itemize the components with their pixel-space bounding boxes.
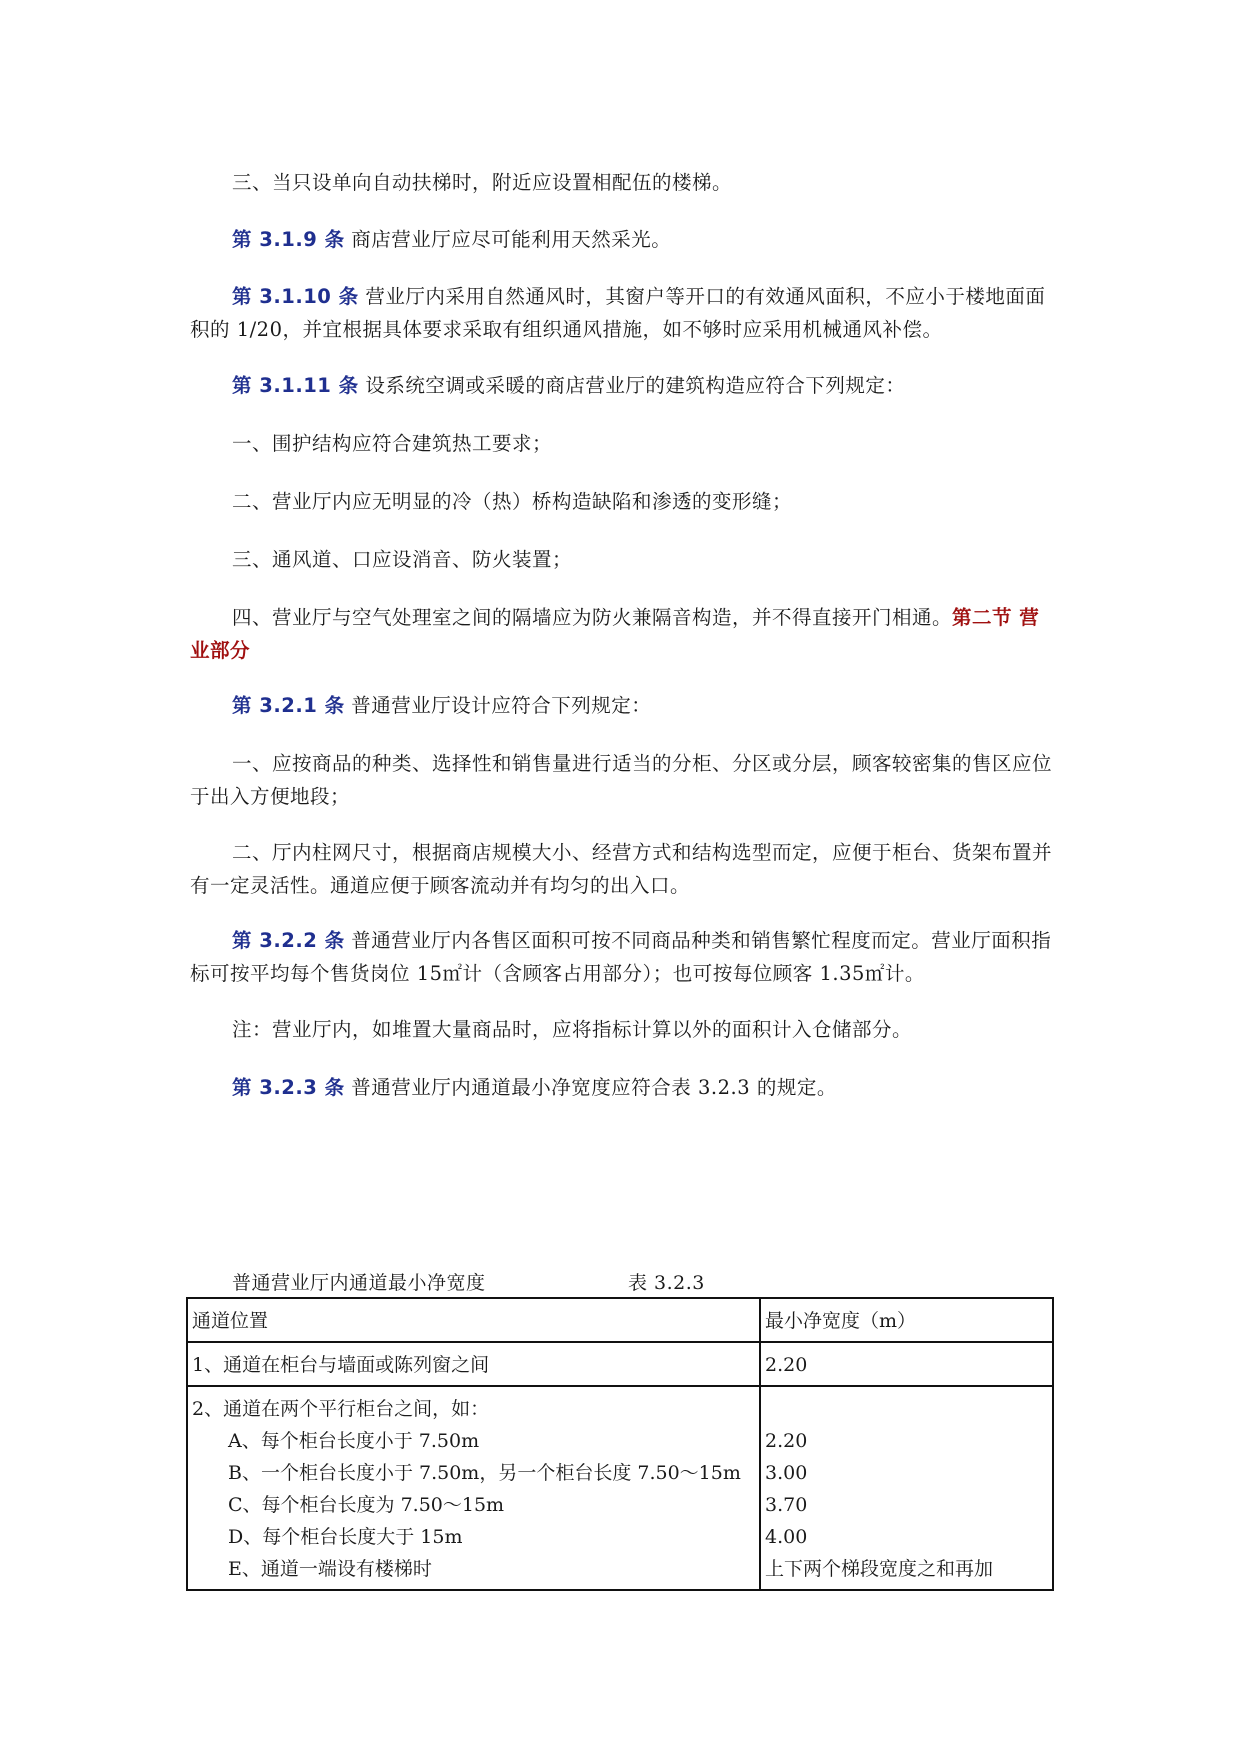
paragraph <box>190 485 1058 518</box>
paragraph <box>190 1013 1058 1046</box>
sub-value: 上下两个梯段宽度之和再加 <box>765 1558 994 1580</box>
paragraph-text: 商店营业厅应尽可能利用天然采光。 <box>344 228 672 251</box>
paragraph <box>190 223 1058 256</box>
sub-value: 3.70 <box>765 1494 808 1516</box>
paragraph <box>190 689 1058 722</box>
table-row <box>187 1386 1053 1590</box>
spec-table <box>186 1297 1054 1591</box>
article-number: 第 3.2.1 条 <box>232 694 345 717</box>
article-number: 第 3.2.2 条 <box>232 929 345 952</box>
section-heading: 第二节 营业部分 <box>190 606 1040 662</box>
paragraph <box>190 280 1058 346</box>
header-cell: 通道位置 <box>187 1298 760 1342</box>
sub-value: 3.00 <box>765 1462 808 1484</box>
table-cell: 1、通道在柜台与墙面或陈列窗之间 <box>187 1342 760 1386</box>
paragraph-text: 普通营业厅内通道最小净宽度应符合表 3.2.3 的规定。 <box>344 1076 837 1099</box>
paragraph-text: 四、营业厅与空气处理室之间的隔墙应为防火兼隔音构造，并不得直接开门相通。 <box>232 606 953 629</box>
article-number: 第 3.1.11 条 <box>232 374 359 397</box>
paragraph-text: 设系统空调或采暖的商店营业厅的建筑构造应符合下列规定： <box>358 374 906 397</box>
article-number: 第 3.1.10 条 <box>232 285 359 308</box>
paragraph-text: 二、厅内柱网尺寸，根据商店规模大小、经营方式和结构选型而定，应便于柜台、货架布置并有一定灵活性。通道应便于顾客流动并有均匀的出入口。 <box>190 841 1053 897</box>
sub-value: 2.20 <box>765 1430 808 1452</box>
paragraph-text: 营业厅内采用自然通风时，其窗户等开口的有效通风面积，不应小于楼地面面积的 1/20，并宜根据具体要求采取有组织通风措施，如不够时应采用机械通风补偿。 <box>190 285 1046 341</box>
sub-item: C、每个柜台长度为 7.50～15m <box>228 1494 505 1516</box>
paragraph-text: 一、围护结构应符合建筑热工要求； <box>232 432 553 455</box>
paragraph <box>190 166 1058 199</box>
article-number: 第 3.2.3 条 <box>232 1076 345 1099</box>
paragraph <box>190 1071 1058 1104</box>
sub-item: E、通道一端设有楼梯时 <box>228 1558 432 1580</box>
sub-value: 4.00 <box>765 1526 808 1548</box>
table-cell <box>760 1386 1053 1590</box>
paragraph-text: 一、应按商品的种类、选择性和销售量进行适当的分柜、分区或分层，顾客较密集的售区应位于出入方便地段； <box>190 752 1053 808</box>
paragraph <box>190 543 1058 576</box>
table-header-row <box>187 1298 1053 1342</box>
paragraph-text: 普通营业厅内各售区面积可按不同商品种类和销售繁忙程度而定。营业厅面积指标可按平均每个售货岗位 15㎡计（含顾客占用部分）；也可按每位顾客 1.35㎡计。 <box>190 929 1052 985</box>
paragraph <box>190 427 1058 460</box>
spacer <box>765 1393 1048 1425</box>
header-cell: 最小净宽度（m） <box>760 1298 1053 1342</box>
table-number: 表 3.2.3 <box>628 1272 705 1294</box>
paragraph <box>190 747 1058 813</box>
paragraph-text: 二、营业厅内应无明显的冷（热）桥构造缺陷和渗透的变形缝； <box>232 490 793 513</box>
article-number: 第 3.1.9 条 <box>232 228 345 251</box>
paragraph-text: 注：营业厅内，如堆置大量商品时，应将指标计算以外的面积计入仓储部分。 <box>232 1018 913 1041</box>
sub-item: A、每个柜台长度小于 7.50m <box>228 1430 480 1452</box>
paragraph-text: 三、当只设单向自动扶梯时，附近应设置相配伍的楼梯。 <box>232 171 733 194</box>
table-cell <box>187 1386 760 1590</box>
table-row <box>187 1342 1053 1386</box>
paragraph <box>190 369 1058 402</box>
paragraph <box>190 924 1058 990</box>
sub-item: D、每个柜台长度大于 15m <box>228 1526 463 1548</box>
row-title: 2、通道在两个平行柜台之间，如： <box>192 1398 490 1420</box>
paragraph <box>190 836 1058 902</box>
table-caption: 普通营业厅内通道最小净宽度 <box>232 1272 486 1294</box>
paragraph <box>190 601 1058 667</box>
paragraph-text: 普通营业厅设计应符合下列规定： <box>344 694 652 717</box>
table-cell: 2.20 <box>760 1342 1053 1386</box>
sub-item: B、一个柜台长度小于 7.50m，另一个柜台长度 7.50～15m <box>228 1462 741 1484</box>
paragraph-text: 三、通风道、口应设消音、防火装置； <box>232 548 573 571</box>
